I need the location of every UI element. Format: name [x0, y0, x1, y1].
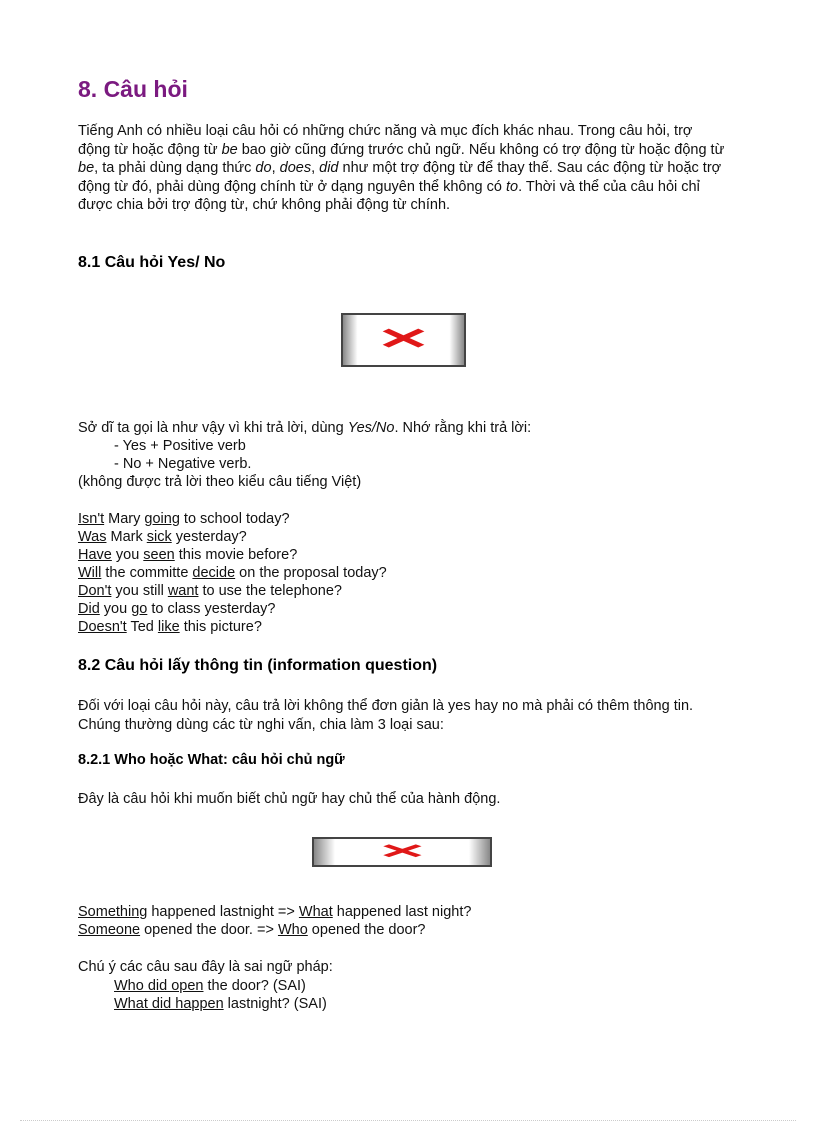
rule-no: - No + Negative verb. — [114, 456, 252, 472]
text-run: go — [131, 601, 148, 617]
text-run: happened last night? — [332, 904, 472, 920]
text-run: this movie before? — [174, 547, 298, 563]
text-run: Have — [78, 547, 112, 563]
text-run: Who did open — [114, 978, 204, 994]
broken-image-icon — [312, 837, 492, 867]
example-sentence — [78, 582, 342, 600]
text-run: on the proposal today? — [235, 565, 387, 581]
text-run: did — [319, 160, 339, 176]
text-run: you — [99, 601, 132, 617]
text-run: happened lastnight => — [147, 904, 299, 920]
wrong-example — [114, 977, 306, 995]
info-question-paragraph: Đối với loại câu hỏi này, câu trả lời không thể đơn giản là yes hay no mà phải có thêm thông tin. Chúng thường dùng các từ nghi vấn, chia làm 3 loại sau: — [78, 698, 694, 733]
example-sentence — [78, 510, 290, 528]
example-sentence — [78, 528, 247, 546]
text-run: Mary — [104, 511, 145, 527]
text-run: opened the door. => — [140, 922, 278, 938]
warning-text: Chú ý các câu sau đây là sai ngữ pháp: — [78, 959, 333, 975]
text-run: sick — [146, 529, 172, 545]
text-run: . Nhớ rằng khi trả lời: — [394, 420, 532, 436]
text-run: Will — [78, 565, 102, 581]
text-run: Doesn't — [78, 619, 127, 635]
text-run: opened the door? — [307, 922, 426, 938]
text-run: Who — [277, 922, 308, 938]
text-run: What — [298, 904, 333, 920]
section-heading-8-1: 8.1 Câu hỏi Yes/ No — [78, 254, 226, 271]
note-text: (không được trả lời theo kiểu câu tiếng Việt) — [78, 474, 362, 490]
page-title: 8. Câu hỏi — [78, 76, 188, 102]
text-run: Ted — [126, 619, 158, 635]
rule-yes: - Yes + Positive verb — [114, 438, 246, 454]
text-run: Was — [78, 529, 107, 545]
text-run: , — [311, 160, 320, 176]
example-sentence — [78, 600, 276, 618]
text-run: What did happen — [114, 996, 224, 1012]
text-run: Sở dĩ ta gọi là như vậy vì khi trả lời, dùng — [78, 420, 348, 436]
text-run: lastnight? (SAI) — [223, 996, 327, 1012]
section-heading-8-2-1: 8.2.1 Who hoặc What: câu hỏi chủ ngữ — [78, 752, 345, 768]
text-run: to — [506, 178, 519, 195]
text-run: you still — [111, 583, 168, 599]
example-sentence — [78, 564, 387, 582]
text-run: , — [271, 160, 280, 176]
text-run: be — [221, 141, 238, 158]
text-run: , ta phải dùng dạng thức — [94, 160, 256, 176]
text-run: like — [157, 619, 180, 635]
page-bottom-divider — [20, 1120, 796, 1121]
text-run: yesterday? — [171, 529, 247, 545]
x-mark-icon: ✕ — [375, 323, 432, 356]
text-run: to use the telephone? — [198, 583, 342, 599]
x-mark-icon: ✕ — [376, 841, 428, 863]
text-run: be — [78, 160, 95, 176]
text-run: Isn't — [78, 511, 105, 527]
example-sentence — [78, 618, 262, 636]
text-run: going — [144, 511, 180, 527]
text-run: Don't — [78, 583, 112, 599]
text-run: như một trợ động từ để thay thế. Sau các động từ hoặc trợ động từ đó, phải dùng động chính từ ở dạng nguyên thể không có — [78, 160, 722, 195]
example-sentence — [78, 546, 297, 564]
wrong-example — [114, 995, 327, 1013]
text-run: Tiếng Anh có nhiều loại câu hỏi có những chức năng và mục đích khác nhau. Trong câu hỏi, trợ động từ hoặc động từ — [78, 123, 693, 158]
text-run: the door? (SAI) — [203, 978, 306, 994]
text-run: Someone — [78, 922, 141, 938]
text-run: Did — [78, 601, 100, 617]
text-run: Mark — [106, 529, 147, 545]
text-run: bao giờ cũng đứng trước chủ ngữ. Nếu không có trợ động từ hoặc động từ — [237, 141, 725, 158]
section-heading-8-2: 8.2 Câu hỏi lấy thông tin (information question) — [78, 657, 438, 674]
text-run: . Thời và thể của câu hỏi chỉ được chia bởi trợ động từ, chứ không phải động từ chính. — [78, 178, 700, 213]
text-run: decide — [192, 565, 236, 581]
text-run: you — [111, 547, 144, 563]
text-run: the committe — [101, 565, 193, 581]
text-run: Yes/No — [347, 420, 395, 436]
text-run: do — [255, 160, 272, 176]
text-run: does — [279, 160, 312, 176]
text-run: Something — [78, 904, 148, 920]
broken-image-icon — [341, 313, 466, 367]
intro-paragraph — [78, 122, 726, 215]
example-sentence — [78, 903, 471, 921]
example-sentence — [78, 921, 426, 939]
text-run: to school today? — [179, 511, 290, 527]
text-run: to class yesterday? — [147, 601, 276, 617]
text-run: this picture? — [179, 619, 262, 635]
yes-no-explanation — [78, 419, 531, 437]
text-run: seen — [143, 547, 175, 563]
subject-question-explanation: Đây là câu hỏi khi muốn biết chủ ngữ hay chủ thể của hành động. — [78, 791, 501, 807]
text-run: want — [167, 583, 199, 599]
